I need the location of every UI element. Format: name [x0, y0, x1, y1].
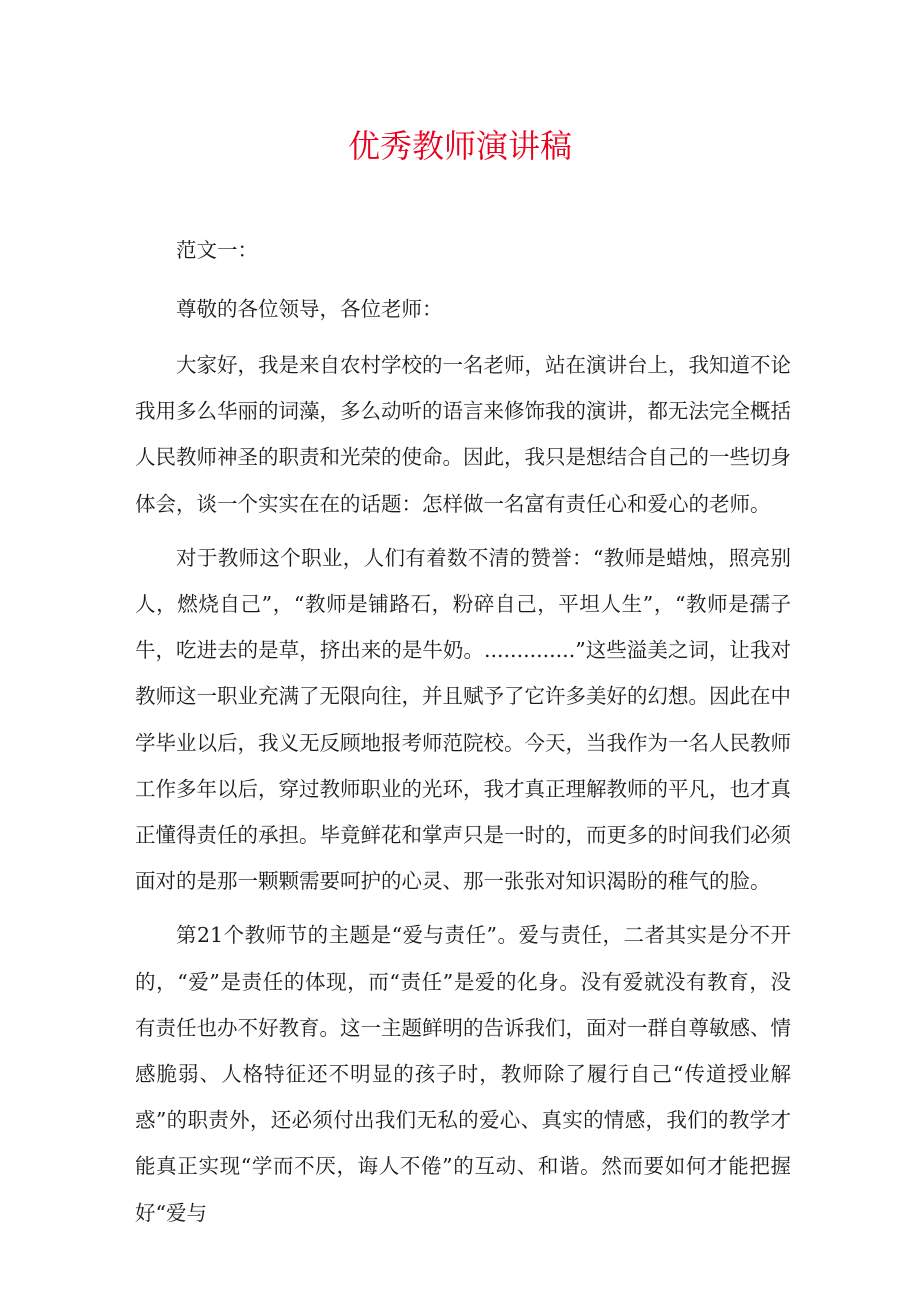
paragraph: 对于教师这个职业，人们有着数不清的赞誉：“教师是蜡烛，照亮别人，燃烧自己”，“教师是铺路石，粉碎自己，平坦人生”，“教师是孺子牛，吃进去的是草，挤出来的是牛奶。..............”这些溢美之词，让我对教师这一职业充满了无限向往，并且赋予了它许多美好的幻想。因此在中学毕业以后，我义无反顾地报考师范院校。今天，当我作为一名人民教师工作多年以后，穿过教师职业的光环，我才真正理解教师的平凡，也才真正懂得责任的承担。毕竟鲜花和掌声只是一时的，而更多的时间我们必须面对的是那一颗颗需要呵护的心灵、那一张张对知识渴盼的稚气的脸。 — [135, 545, 791, 894]
document-body — [135, 224, 791, 1236]
paragraph-heading: 范文一： — [176, 238, 258, 262]
paragraph: 大家好，我是来自农村学校的一名老师，站在演讲台上，我知道不论我用多么华丽的词藻，多么动听的语言来修饰我的演讲，都无法完全概括人民教师神圣的职责和光荣的使命。因此，我只是想结合自己的一些切身体会，谈一个实实在在的话题：怎样做一名富有责任心和爱心的老师。 — [135, 353, 791, 516]
document-title: 优秀教师演讲稿 — [347, 127, 572, 165]
paragraph-salutation: 尊敬的各位领导，各位老师： — [176, 297, 443, 321]
paragraph: 第21个教师节的主题是“爱与责任”。爱与责任，二者其实是分不开的，“爱”是责任的体现，而“责任”是爱的化身。没有爱就没有教育，没有责任也办不好教育。这一主题鲜明的告诉我们，面对一群自尊敏感、情感脆弱、人格特征还不明显的孩子时，教师除了履行自己“传道授业解惑”的职责外，还必须付出我们无私的爱心、真实的情感，我们的教学才能真正实现“学而不厌，诲人不倦”的互动、和谐。然而要如何才能把握好“爱与 — [135, 923, 791, 1225]
